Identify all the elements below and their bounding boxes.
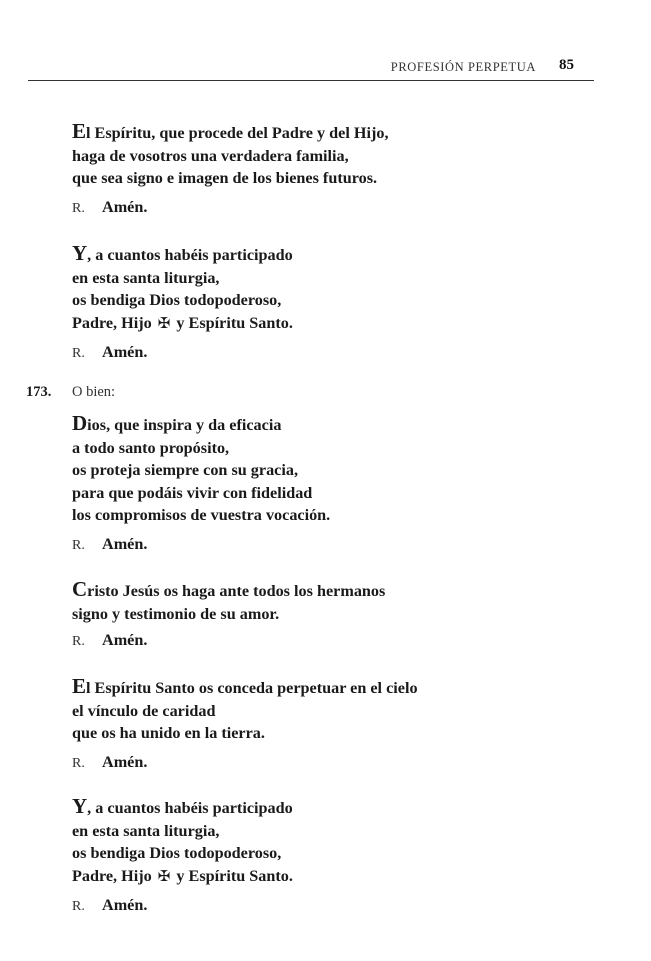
response-text: Amén. — [102, 753, 148, 771]
response-line — [72, 631, 147, 650]
stanza-line: a todo santo propósito, — [72, 438, 230, 457]
stanza-2 — [72, 242, 592, 335]
stanza-line: en esta santa liturgia, — [72, 821, 220, 840]
cross-icon: ✠ — [157, 315, 171, 332]
response-mark: R. — [72, 538, 85, 553]
response-text: Amén. — [102, 198, 148, 216]
response-line — [72, 896, 147, 915]
response-line — [72, 535, 147, 554]
stanza-line: Dios, que inspira y da eficacia — [72, 411, 282, 435]
stanza-6 — [72, 795, 592, 888]
stanza-line: que os ha unido en la tierra. — [72, 724, 265, 742]
response-text: Amén. — [102, 896, 148, 914]
response-mark: R. — [72, 756, 85, 771]
stanza-line: El Espíritu Santo os conceda perpetuar en el cielo — [72, 674, 418, 698]
drop-initial: D — [72, 411, 88, 435]
response-text: Amén. — [102, 535, 148, 553]
response-line — [72, 198, 147, 217]
running-title: PROFESIÓN PERPETUA — [390, 60, 536, 74]
stanza-line: Cristo Jesús os haga ante todos los hermanos — [72, 577, 386, 601]
stanza-5 — [72, 675, 592, 745]
page-header — [28, 54, 594, 81]
response-mark: R. — [72, 201, 85, 216]
stanza-line: os bendiga Dios todopoderoso, — [72, 291, 282, 309]
stanza-1 — [72, 120, 592, 190]
page-number: 85 — [559, 57, 574, 73]
alt-label: O bien: — [72, 384, 116, 400]
stanza-line: Padre, Hijo ✠ y Espíritu Santo. — [72, 313, 293, 332]
response-mark: R. — [72, 634, 85, 649]
stanza-3 — [72, 412, 592, 527]
drop-initial: E — [72, 119, 87, 143]
stanza-line: que sea signo e imagen de los bienes futuros. — [72, 169, 378, 187]
stanza-line: para que podáis vivir con fidelidad — [72, 483, 313, 502]
stanza-line: Padre, Hijo ✠ y Espíritu Santo. — [72, 866, 293, 885]
response-mark: R. — [72, 346, 85, 361]
response-text: Amén. — [102, 343, 148, 361]
stanza-line: haga de vosotros una verdadera familia, — [72, 146, 349, 165]
cross-icon: ✠ — [157, 868, 171, 885]
response-line — [72, 343, 147, 362]
stanza-line: os bendiga Dios todopoderoso, — [72, 844, 282, 862]
response-text: Amén. — [102, 631, 148, 649]
stanza-4 — [72, 578, 592, 625]
stanza-line: en esta santa liturgia, — [72, 268, 220, 287]
stanza-line: El Espíritu, que procede del Padre y del Hijo, — [72, 119, 389, 143]
response-mark: R. — [72, 899, 85, 914]
stanza-line: Y, a cuantos habéis participado — [72, 241, 293, 265]
item-number: 173. — [26, 384, 52, 400]
drop-initial: C — [72, 577, 88, 601]
stanza-line: los compromisos de vuestra vocación. — [72, 506, 331, 524]
drop-initial: Y — [72, 241, 88, 265]
stanza-line: signo y testimonio de su amor. — [72, 604, 280, 623]
stanza-line: el vínculo de caridad — [72, 701, 216, 720]
stanza-line: os proteja siempre con su gracia, — [72, 461, 299, 479]
drop-initial: Y — [72, 794, 88, 818]
drop-initial: E — [72, 674, 87, 698]
stanza-line: Y, a cuantos habéis participado — [72, 794, 293, 818]
response-line — [72, 753, 147, 772]
